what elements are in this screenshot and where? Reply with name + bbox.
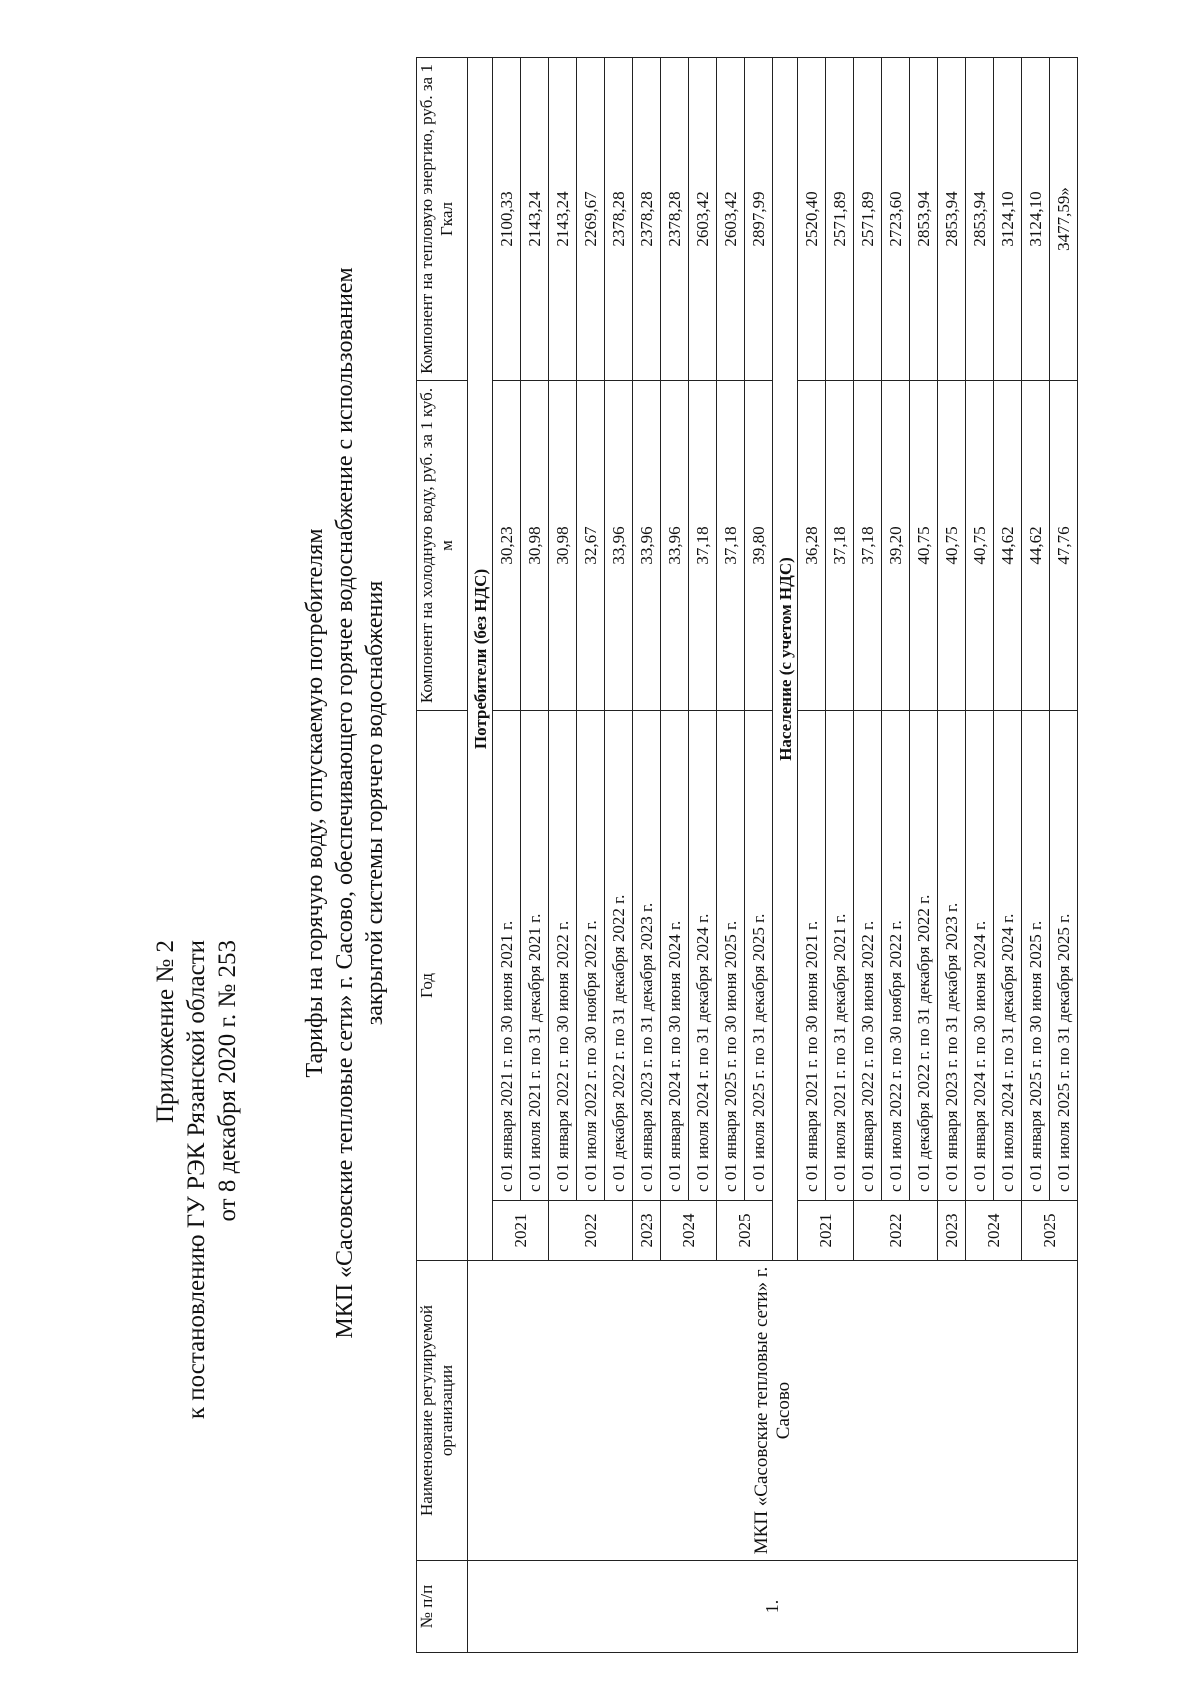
section-label: Население (с учетом НДС) bbox=[773, 58, 798, 1261]
cold-water-cell: 30,98 bbox=[549, 381, 577, 711]
heat-energy-cell: 2571,89 bbox=[826, 58, 854, 381]
period-cell: с 01 января 2021 г. по 30 июня 2021 г. bbox=[493, 711, 521, 1201]
cold-water-cell: 33,96 bbox=[661, 381, 689, 711]
year-cell: 2022 bbox=[549, 1201, 633, 1261]
cold-water-cell: 37,18 bbox=[717, 381, 745, 711]
year-cell: 2023 bbox=[938, 1201, 966, 1261]
cold-water-cell: 37,18 bbox=[854, 381, 882, 711]
heat-energy-cell: 2100,33 bbox=[493, 58, 521, 381]
cold-water-cell: 40,75 bbox=[938, 381, 966, 711]
heat-energy-cell: 2378,28 bbox=[661, 58, 689, 381]
header-org: Наименование регулируемой организации bbox=[417, 1261, 468, 1561]
table-body bbox=[468, 58, 1078, 1653]
title-line-2: МКП «Сасовские тепловые сети» г. Сасово, обеспечивающего горячее водоснабжение с использованием bbox=[332, 267, 358, 1339]
period-cell: с 01 июля 2022 г. по 30 ноября 2022 г. bbox=[882, 711, 910, 1201]
header-heat: Компонент на тепловую энергию, руб. за 1 Гкал bbox=[417, 58, 468, 381]
period-cell: с 01 января 2025 г. по 30 июня 2025 г. bbox=[1022, 711, 1050, 1201]
heat-energy-cell: 2520,40 bbox=[798, 58, 826, 381]
heat-energy-cell: 2378,28 bbox=[605, 58, 633, 381]
period-cell: с 01 июля 2024 г. по 31 декабря 2024 г. bbox=[994, 711, 1022, 1201]
cold-water-cell: 39,80 bbox=[745, 381, 773, 711]
section-label: Потребители (без НДС) bbox=[468, 58, 493, 1261]
period-cell: с 01 июля 2021 г. по 31 декабря 2021 г. bbox=[826, 711, 854, 1201]
tariff-table-wrapper bbox=[416, 58, 1078, 1653]
cold-water-cell: 37,18 bbox=[826, 381, 854, 711]
heat-energy-cell: 2723,60 bbox=[882, 58, 910, 381]
row-index: 1. bbox=[468, 1561, 1078, 1653]
document-title bbox=[300, 103, 390, 1503]
period-cell: с 01 января 2024 г. по 30 июня 2024 г. bbox=[966, 711, 994, 1201]
header-cold: Компонент на холодную воду, руб. за 1 куб. м bbox=[417, 381, 468, 711]
heat-energy-cell: 3477,59» bbox=[1050, 58, 1078, 381]
cold-water-cell: 39,20 bbox=[882, 381, 910, 711]
period-cell: с 01 июля 2025 г. по 31 декабря 2025 г. bbox=[745, 711, 773, 1201]
period-cell: с 01 июля 2025 г. по 31 декабря 2025 г. bbox=[1050, 711, 1078, 1201]
period-cell: с 01 января 2024 г. по 30 июня 2024 г. bbox=[661, 711, 689, 1201]
cold-water-cell: 36,28 bbox=[798, 381, 826, 711]
year-cell: 2024 bbox=[966, 1201, 1022, 1261]
heat-energy-cell: 2269,67 bbox=[577, 58, 605, 381]
period-cell: с 01 января 2023 г. по 31 декабря 2023 г. bbox=[633, 711, 661, 1201]
period-cell: с 01 января 2021 г. по 30 июня 2021 г. bbox=[798, 711, 826, 1201]
cold-water-cell: 44,62 bbox=[1022, 381, 1050, 711]
cold-water-cell: 33,96 bbox=[633, 381, 661, 711]
cold-water-cell: 47,76 bbox=[1050, 381, 1078, 711]
title-line-1: Тарифы на горячую воду, отпускаемую потребителям bbox=[302, 528, 328, 1078]
heat-energy-cell: 2853,94 bbox=[966, 58, 994, 381]
cold-water-cell: 37,18 bbox=[689, 381, 717, 711]
heat-energy-cell: 2897,99 bbox=[745, 58, 773, 381]
tariff-table bbox=[416, 57, 1078, 1653]
title-line-3: закрытой системы горячего водоснабжения bbox=[362, 580, 388, 1026]
heat-energy-cell: 2143,24 bbox=[521, 58, 549, 381]
period-cell: с 01 июля 2024 г. по 31 декабря 2024 г. bbox=[689, 711, 717, 1201]
heat-energy-cell: 2143,24 bbox=[549, 58, 577, 381]
cold-water-cell: 30,23 bbox=[493, 381, 521, 711]
heat-energy-cell: 3124,10 bbox=[1022, 58, 1050, 381]
section-row bbox=[468, 58, 493, 1653]
cold-water-cell: 40,75 bbox=[966, 381, 994, 711]
table-header-row bbox=[417, 58, 468, 1653]
heat-energy-cell: 3124,10 bbox=[994, 58, 1022, 381]
heat-energy-cell: 2571,89 bbox=[854, 58, 882, 381]
annex-line-2: к постановлению ГУ РЭК Рязанской области bbox=[183, 940, 210, 1420]
period-cell: с 01 июля 2021 г. по 31 декабря 2021 г. bbox=[521, 711, 549, 1201]
header-num: № п/п bbox=[417, 1561, 468, 1653]
period-cell: с 01 января 2025 г. по 30 июня 2025 г. bbox=[717, 711, 745, 1201]
period-cell: с 01 января 2023 г. по 31 декабря 2023 г. bbox=[938, 711, 966, 1201]
cold-water-cell: 30,98 bbox=[521, 381, 549, 711]
heat-energy-cell: 2603,42 bbox=[689, 58, 717, 381]
year-cell: 2025 bbox=[717, 1201, 773, 1261]
year-cell: 2021 bbox=[798, 1201, 854, 1261]
organization-name: МКП «Сасовские тепловые сети» г. Сасово bbox=[468, 1261, 1078, 1561]
year-cell: 2022 bbox=[854, 1201, 938, 1261]
annex-header bbox=[150, 940, 243, 1500]
year-cell: 2025 bbox=[1022, 1201, 1078, 1261]
cold-water-cell: 33,96 bbox=[605, 381, 633, 711]
cold-water-cell: 40,75 bbox=[910, 381, 938, 711]
heat-energy-cell: 2603,42 bbox=[717, 58, 745, 381]
cold-water-cell: 44,62 bbox=[994, 381, 1022, 711]
heat-energy-cell: 2378,28 bbox=[633, 58, 661, 381]
annex-line-1: Приложение № 2 bbox=[152, 940, 179, 1124]
year-cell: 2021 bbox=[493, 1201, 549, 1261]
heat-energy-cell: 2853,94 bbox=[938, 58, 966, 381]
period-cell: с 01 января 2022 г. по 30 июня 2022 г. bbox=[549, 711, 577, 1201]
period-cell: с 01 декабря 2022 г. по 31 декабря 2022 г. bbox=[605, 711, 633, 1201]
header-year: Год bbox=[417, 711, 468, 1261]
year-cell: 2023 bbox=[633, 1201, 661, 1261]
annex-line-3: от 8 декабря 2020 г. № 253 bbox=[214, 940, 241, 1222]
heat-energy-cell: 2853,94 bbox=[910, 58, 938, 381]
period-cell: с 01 июля 2022 г. по 30 ноября 2022 г. bbox=[577, 711, 605, 1201]
cold-water-cell: 32,67 bbox=[577, 381, 605, 711]
period-cell: с 01 декабря 2022 г. по 31 декабря 2022 г. bbox=[910, 711, 938, 1201]
year-cell: 2024 bbox=[661, 1201, 717, 1261]
period-cell: с 01 января 2022 г. по 30 июня 2022 г. bbox=[854, 711, 882, 1201]
